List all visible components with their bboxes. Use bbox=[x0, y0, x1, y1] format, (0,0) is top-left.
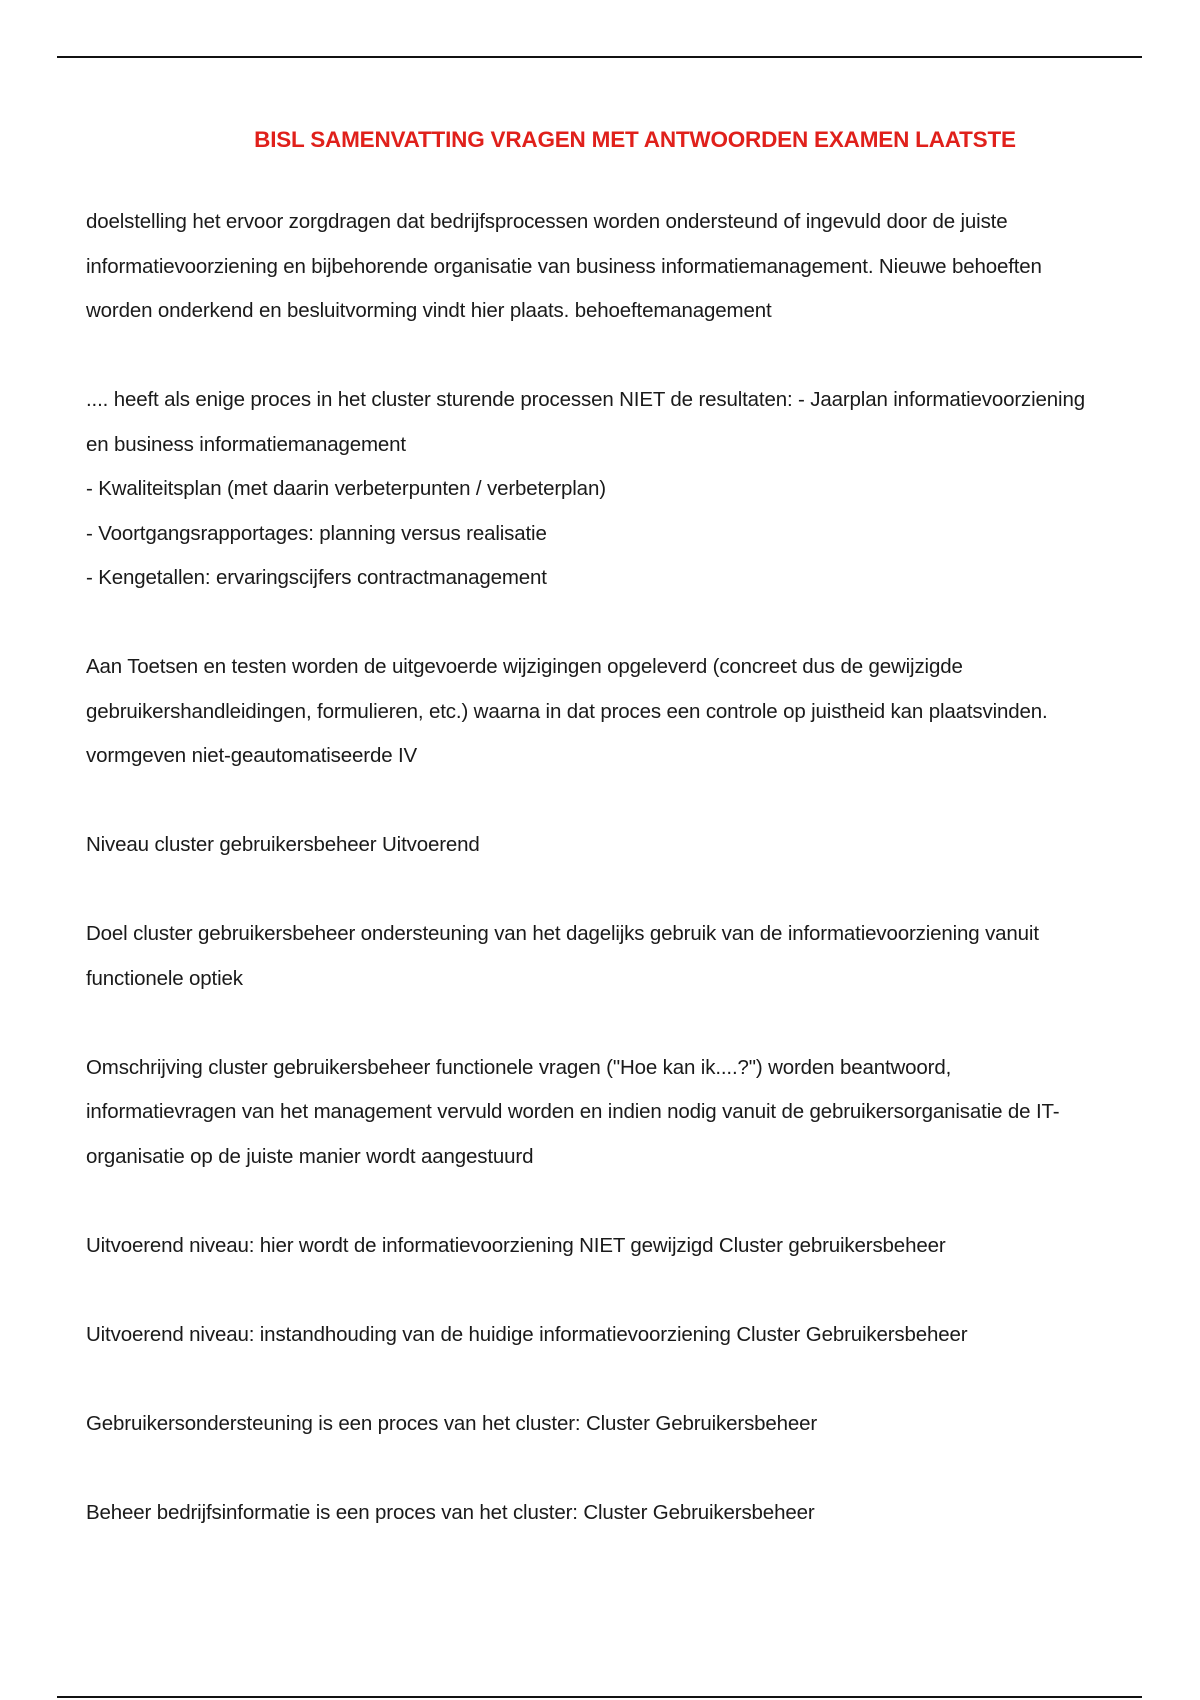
text-line: - Voortgangsrapportages: planning versus realisatie bbox=[86, 521, 547, 545]
text-line: doelstelling het ervoor zorgdragen dat bedrijfsprocessen worden ondersteund of ingevuld door de juiste bbox=[86, 210, 1008, 233]
text-line: Uitvoerend niveau: instandhouding van de huidige informatievoorziening Cluster Gebruikersbeheer bbox=[86, 1322, 968, 1346]
text-line: Gebruikersondersteuning is een proces van het cluster: Cluster Gebruikersbeheer bbox=[86, 1411, 818, 1435]
top-divider bbox=[57, 56, 1142, 58]
text-line: gebruikershandleidingen, formulieren, etc.) waarna in dat proces een controle op juistheid kan plaatsvinden. bbox=[86, 699, 1048, 723]
text-line: Doel cluster gebruikersbeheer ondersteuning van het dagelijks gebruik van de informatievoorziening vanuit bbox=[86, 922, 1039, 945]
text-line: functionele optiek bbox=[86, 966, 243, 990]
text-line: Aan Toetsen en testen worden de uitgevoerde wijzigingen opgeleverd (concreet dus de gewijzigde bbox=[86, 655, 963, 678]
bottom-divider bbox=[57, 1696, 1142, 1698]
paragraph bbox=[86, 200, 1176, 334]
paragraph bbox=[86, 1313, 1176, 1358]
paragraph bbox=[86, 1224, 1176, 1269]
text-line: Niveau cluster gebruikersbeheer Uitvoerend bbox=[86, 833, 480, 856]
paragraph bbox=[86, 912, 1176, 1001]
text-line: Uitvoerend niveau: hier wordt de informatievoorziening NIET gewijzigd Cluster gebruikersbeheer bbox=[86, 1233, 946, 1257]
text-line: informatievoorziening en bijbehorende organisatie van business informatiemanagement. Nieuwe behoeften bbox=[86, 254, 1042, 278]
document-body bbox=[86, 200, 1176, 1580]
text-line: Beheer bedrijfsinformatie is een proces van het cluster: Cluster Gebruikersbeheer bbox=[86, 1500, 815, 1524]
text-line: vormgeven niet-geautomatiseerde IV bbox=[86, 744, 418, 767]
text-line: en business informatiemanagement bbox=[86, 432, 406, 456]
text-line: worden onderkend en besluitvorming vindt hier plaats. behoeftemanagement bbox=[86, 299, 772, 322]
text-line: Omschrijving cluster gebruikersbeheer functionele vragen ("Hoe kan ik....?") worden beantwoord, bbox=[86, 1055, 952, 1079]
text-line: informatievragen van het management vervuld worden en indien nodig vanuit de gebruikersorganisatie de IT- bbox=[86, 1100, 1060, 1123]
text-line: .... heeft als enige proces in het cluster sturende processen NIET de resultaten: - Jaarplan informatievoorziening bbox=[86, 388, 1085, 411]
text-line: - Kwaliteitsplan (met daarin verbeterpunten / verbeterplan) bbox=[86, 477, 606, 500]
text-line: organisatie op de juiste manier wordt aangestuurd bbox=[86, 1144, 534, 1168]
paragraph bbox=[86, 1491, 1176, 1536]
paragraph bbox=[86, 1046, 1176, 1180]
document-title: BISL SAMENVATTING VRAGEN MET ANTWOORDEN EXAMEN LAATSTE bbox=[254, 127, 1016, 153]
paragraph bbox=[86, 1402, 1176, 1447]
paragraph bbox=[86, 378, 1176, 601]
text-line: - Kengetallen: ervaringscijfers contractmanagement bbox=[86, 566, 547, 589]
paragraph bbox=[86, 823, 1176, 868]
paragraph bbox=[86, 645, 1176, 779]
